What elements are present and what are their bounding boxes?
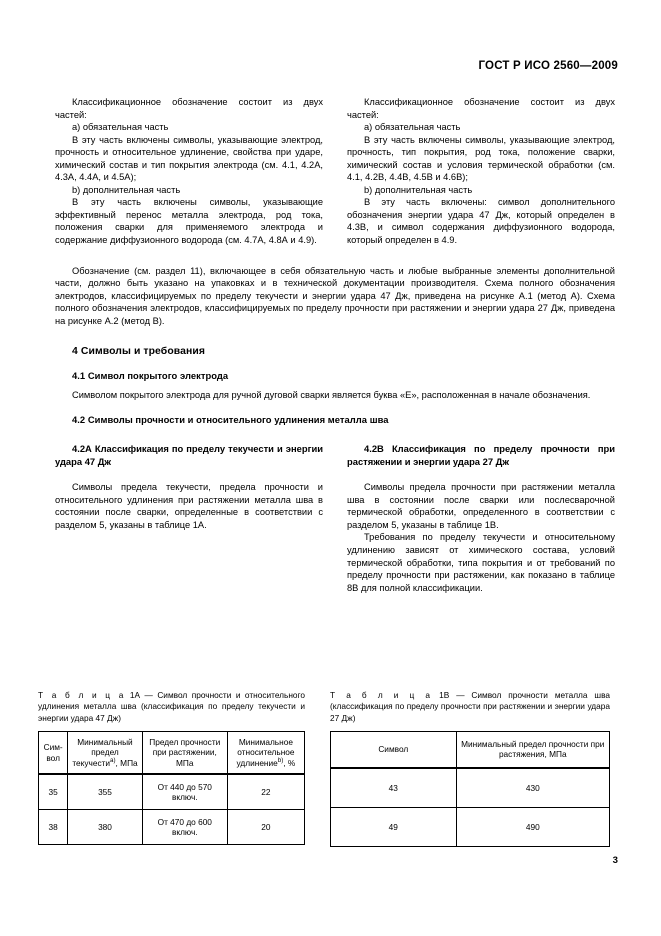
- table-1a-r0-c1: 355: [68, 774, 142, 810]
- section-4-2a-heading: 4.2А Классификация по пределу текучести и энергии удара 47 Дж: [55, 443, 323, 467]
- table-1a-r0-c2: От 440 до 570 включ.: [142, 774, 227, 810]
- left-para-2: a) обязательная часть: [72, 122, 169, 133]
- table-1a-body: [39, 774, 305, 845]
- table-1a-block: [38, 690, 305, 845]
- table-1b-caption-number: 1В: [439, 690, 450, 700]
- designation-paragraph: Обозначение (см. раздел 11), включающее в себя обязательную часть и любые выбранные элементы дополнительной части, должно быть указано на упаковках и в технической документации производителя. Схема полного обозначения электродов, классифицируемых по пределу текучести и энергии удара 47 Дж, приведена на рисунке А.1 (метод А). Схема полного обозначения электродов, классифицируемых по пределу прочности при растяжении и энергии удара 27 Дж, приведена на рисунке А.2 (метод В).: [55, 265, 615, 326]
- spacer-before-section-4: [55, 328, 615, 346]
- section-4-2b-body-1: Символы предела прочности при растяжении металла шва в состоянии после сварки или послесварочной термической обработки, определенного в соответствии с разделом 5, указаны в таблице 1В.: [347, 482, 615, 530]
- table-1b-r1-c0: 49: [331, 807, 457, 846]
- table-1b-header-tensile: Минимальный предел прочности при растяжения, МПа: [456, 731, 609, 767]
- table-1a-caption-text: — Символ прочности и относительного удлинения металла шва (классификация по пределу текучести и энергии удара 47 Дж): [38, 690, 305, 723]
- page-content: [55, 96, 615, 594]
- table-1a-header-yield-footnote-marker: a): [110, 756, 116, 764]
- table-1b-r1-c1: 490: [456, 807, 609, 846]
- table-1a-header-elongation: [227, 731, 304, 774]
- document-standard-header: ГОСТ Р ИСО 2560—2009: [478, 60, 618, 72]
- table-1b-header-row: [331, 731, 610, 767]
- table-1a-header-tensile: Предел прочности при растяжении, МПа: [142, 731, 227, 774]
- left-para-3: В эту часть включены символы, указывающие электрод, прочность и относительное удлинение, свойства при ударе, химический состав и тип покрытия электрода (см. 4.1, 4.2А, 4.3А, 4.4А, и 4.5А);: [55, 134, 323, 183]
- table-1a-r1-c0: 38: [39, 810, 68, 845]
- right-para-5: В эту часть включены: символ дополнительного обозначения энергии удара 47 Дж, который определен в 4.3В, и символ содержания диффузионного водорода, который определен в 4.9.: [347, 197, 615, 246]
- table-1b-body: [331, 768, 610, 847]
- table-1a-header-yield-text: Минимальный предел текучести: [72, 736, 133, 768]
- right-para-2: a) обязательная часть: [364, 122, 461, 133]
- spacer-before-4-2: [55, 401, 615, 414]
- table-1b-caption-label: Т а б л и ц а: [330, 690, 433, 700]
- table-1a-caption-number: 1А: [129, 690, 141, 700]
- section-4-2b-heading: 4.2В Классификация по пределу прочности при растяжении и энергии удара 27 Дж: [347, 443, 615, 467]
- right-para-4: b) дополнительная часть: [364, 184, 473, 195]
- table-1a-header-yield: [68, 731, 142, 774]
- table-1a-r0-c0: 35: [39, 774, 68, 810]
- table-1a-r0-c3: 22: [227, 774, 304, 810]
- spacer-4-2a: [55, 468, 323, 481]
- spacer-after-4-1-heading: [55, 381, 615, 389]
- table-1a-r1-c3: 20: [227, 810, 304, 845]
- spacer-after-intro: [55, 247, 615, 265]
- intro-right-column: [347, 96, 615, 247]
- table-1a-r1-c2: От 470 до 600 включ.: [142, 810, 227, 845]
- page-number: 3: [612, 855, 618, 866]
- section-4-1-body: Символом покрытого электрода для ручной дуговой сварки является буква «Е», расположенная в начале обозначения.: [72, 389, 591, 400]
- left-para-1: Классификационное обозначение состоит из двух частей:: [55, 97, 323, 120]
- table-1b-r0-c1: 430: [456, 768, 609, 808]
- right-para-1: Классификационное обозначение состоит из двух частей:: [347, 97, 615, 120]
- right-para-3: В эту часть включены символы, указывающие электрод, прочность, тип покрытия, род тока, положение сварки, химический состав и условия термической обработки (см. 4.1, 4.2В, 4.4В, 4.5В и 4.6В);: [347, 134, 615, 183]
- table-1a-header-elongation-text: Минимальное относительное удлинение: [236, 736, 295, 768]
- table-1a-header-row: [39, 731, 305, 774]
- table-1b-caption: [330, 690, 610, 724]
- spacer-after-section-4-heading: [55, 357, 615, 370]
- table-1b: [330, 731, 610, 847]
- table-row: [39, 810, 305, 845]
- section-4-2-heading: 4.2 Символы прочности и относительного удлинения металла шва: [72, 414, 389, 426]
- table-1a-header-elongation-footnote-marker: b): [277, 756, 284, 764]
- table-1b-block: [330, 690, 610, 847]
- table-1a-caption: [38, 690, 305, 724]
- section-4-2b-body-2: Требования по пределу текучести и относительному удлинению зависят от химического состава, условий термической обработки, типа покрытия и от требований по пределу прочности при растяжении, как показано в таблице 8В для полной классификации.: [347, 532, 615, 593]
- section-4-1-heading: 4.1 Символ покрытого электрода: [72, 369, 229, 381]
- left-para-5: В эту часть включены символы, указывающие эффективный перенос металла электрода, род тока, положения сварки для применяемого электрода и содержание диффузионного водорода (см. 4.7А, 4.8А и 4.9).: [55, 197, 323, 246]
- table-1b-r0-c0: 43: [331, 768, 457, 808]
- table-1a: [38, 731, 305, 845]
- table-1a-header-symbol-line1: Сим-: [43, 742, 63, 753]
- table-1b-header-symbol: Символ: [331, 731, 457, 767]
- table-1a-header-symbol-line2: вол: [46, 752, 60, 763]
- section-4-2-two-column-block: [55, 443, 615, 594]
- section-4-2b-column: [347, 443, 615, 594]
- section-4-2a-body: Символы предела текучести, предела прочности и относительного удлинения при растяжении металла шва в состоянии после сварки, определенные в соответствии с разделом 5, указаны в таблице 1А.: [55, 482, 323, 530]
- spacer-4-2b: [347, 468, 615, 481]
- section-4-heading: 4 Символы и требования: [72, 345, 206, 357]
- table-1a-caption-label: Т а б л и ц а: [38, 690, 126, 700]
- table-1a-header-elongation-unit: , %: [283, 757, 296, 768]
- table-row: [39, 774, 305, 810]
- intro-two-column-block: [55, 96, 615, 247]
- table-1a-header-yield-unit: , МПа: [115, 757, 138, 768]
- table-1a-r1-c1: 380: [68, 810, 142, 845]
- spacer-after-4-2-heading: [55, 425, 615, 443]
- section-4-2a-column: [55, 443, 323, 531]
- table-1a-head: [39, 731, 305, 774]
- table-1b-head: [331, 731, 610, 767]
- table-row: [331, 768, 610, 808]
- table-1b-caption-text: — Символ прочности металла шва (классификация по пределу прочности при растяжении и энергии удара 27 Дж): [330, 690, 610, 723]
- table-1a-header-symbol: [39, 731, 68, 774]
- full-width-paragraph-block: [55, 265, 615, 328]
- left-para-4: b) дополнительная часть: [72, 184, 181, 195]
- intro-left-column: [55, 96, 323, 247]
- table-row: [331, 807, 610, 846]
